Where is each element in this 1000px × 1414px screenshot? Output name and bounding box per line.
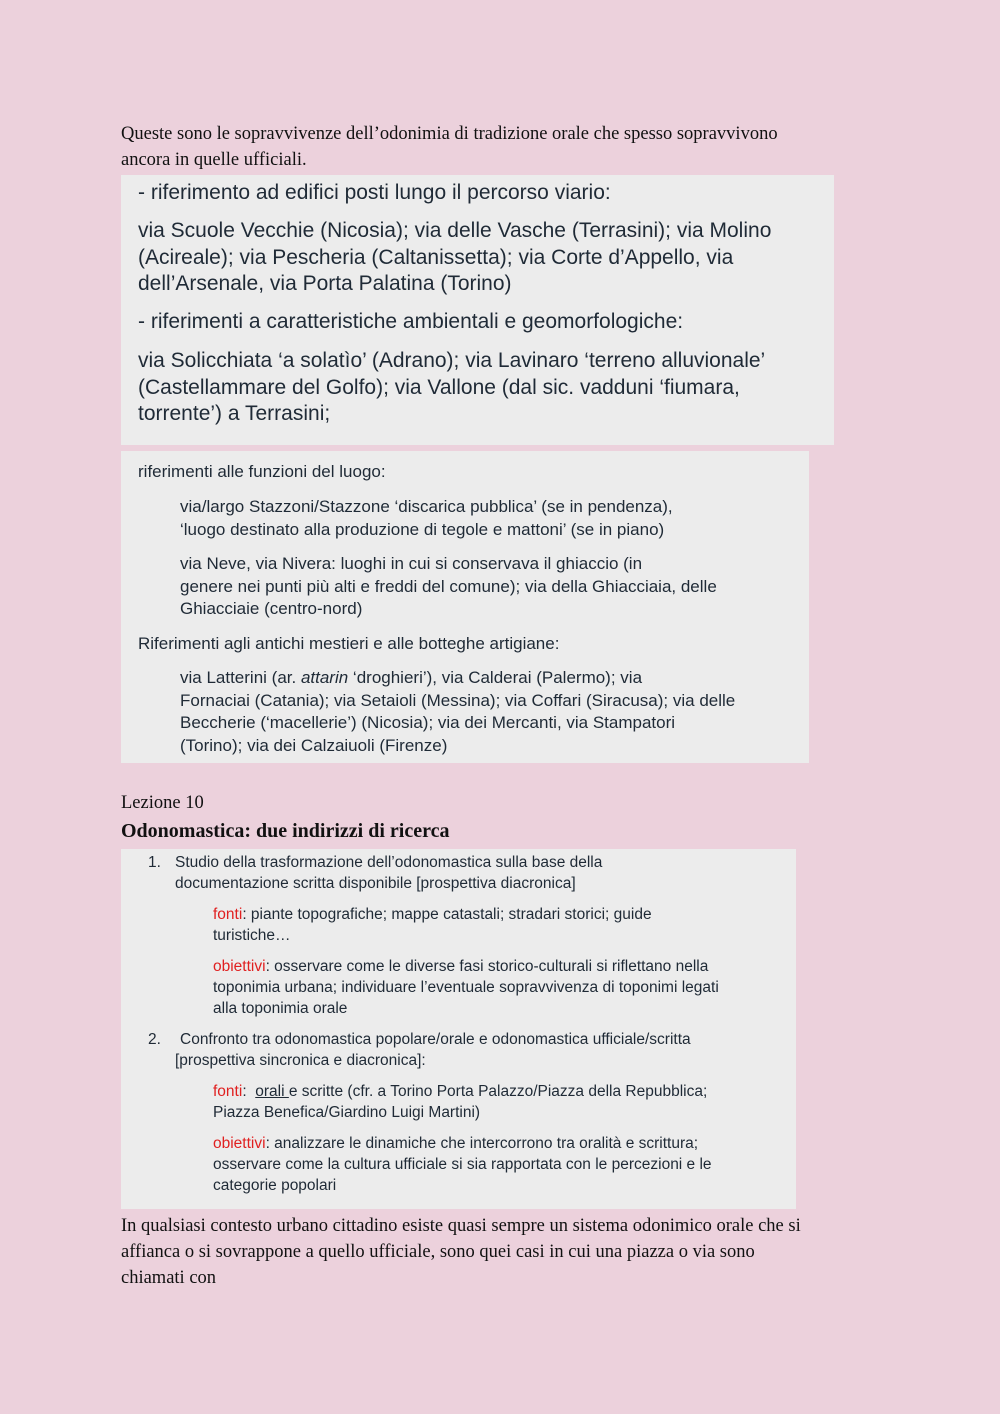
underlined-term: orali (255, 1083, 289, 1100)
box2-line: via/largo Stazzoni/Stazzone ‘discarica pubblica’ (se in pendenza), (180, 497, 673, 516)
box2-line: via Neve, via Nivera: luoghi in cui si conservava il ghiaccio (in (180, 554, 643, 573)
box3-line: Piazza Benefica/Giardino Luigi Martini) (213, 1104, 481, 1121)
box1-line: via Scuole Vecchie (Nicosia); via delle Vasche (Terrasini); via Molino (138, 219, 772, 242)
list-number: 1. (148, 854, 161, 871)
text-span: : osservare come le diverse fasi storico-culturali si riflettano nella (265, 958, 709, 975)
text-span: : piante topografiche; mappe catastali; stradari storici; guide (242, 906, 652, 923)
box1-line: (Acireale); via Pescheria (Caltanissetta); via Corte d’Appello, via (138, 245, 734, 269)
fonti-label: fonti (213, 906, 243, 923)
obiettivi-label: obiettivi (213, 1135, 266, 1152)
box1-line: via Solicchiata ‘a solatìo’ (Adrano); via Lavinaro ‘terreno alluvionale’ (138, 349, 766, 372)
text-span: ‘droghieri’), via Calderai (Palermo); via (348, 668, 643, 687)
box2-line: Fornaciai (Catania); via Setaioli (Messina); via Coffari (Siracusa); via delle (180, 690, 736, 710)
box2-heading: riferimenti alle funzioni del luogo: (138, 462, 386, 481)
box3-line: categorie popolari (213, 1177, 337, 1194)
box2-line: Beccherie (‘macellerie’) (Nicosia); via dei Mercanti, via Stampatori (180, 713, 676, 732)
box1-line: dell’Arsenale, via Porta Palatina (Torino) (138, 272, 512, 295)
box1-line: - riferimenti a caratteristiche ambientali e geomorfologiche: (138, 310, 684, 333)
box3-line: toponimia urbana; individuare l’eventuale sopravvivenza di toponimi legati (213, 979, 719, 996)
box3-line: Studio della trasformazione dell’odonomastica sulla base della (175, 854, 603, 871)
box2-line: genere nei punti più alti e freddi del comune); via della Ghiacciaia, delle (180, 576, 717, 596)
fonti-label: fonti (213, 1083, 243, 1100)
closing-line: In qualsiasi contesto urbano cittadino esiste quasi sempre un sistema odonimico orale che si (121, 1216, 801, 1236)
box3-line: documentazione scritta disponibile [prospettiva diacronica] (175, 875, 576, 892)
box3-line (213, 905, 652, 926)
box3-line: turistiche… (213, 927, 291, 944)
box3-line (213, 1134, 698, 1155)
box3-line (213, 1082, 707, 1103)
image-box-indirizzi-ricerca (121, 849, 796, 1209)
intro-line: ancora in quelle ufficiali. (121, 150, 307, 170)
text-span: : analizzare le dinamiche che intercorrono tra oralità e scrittura; (265, 1135, 699, 1152)
lesson-label: Lezione 10 (121, 793, 204, 813)
box1-line: torrente’) a Terrasini; (138, 402, 331, 425)
box1-line: - riferimento ad edifici posti lungo il percorso viario: (138, 181, 611, 204)
box1-line: (Castellammare del Golfo); via Vallone (dal sic. vadduni ‘fiumara, (138, 375, 740, 399)
obiettivi-label: obiettivi (213, 958, 266, 975)
section-heading: Odonomastica: due indirizzi di ricerca (121, 820, 450, 842)
text-span: via Latterini (ar. (180, 668, 301, 687)
box3-line: Confronto tra odonomastica popolare/orale e odonomastica ufficiale/scritta (180, 1031, 691, 1048)
intro-line: Queste sono le sopravvivenze dell’odonimia di tradizione orale che spesso sopravvivono (121, 124, 778, 144)
box2-line: Ghiacciaie (centro-nord) (180, 599, 363, 618)
box3-line: [prospettiva sincronica e diacronica]: (175, 1052, 426, 1069)
box2-line (180, 667, 642, 690)
closing-line: chiamati con (121, 1268, 217, 1288)
intro-paragraph (121, 121, 881, 173)
list-number: 2. (148, 1031, 161, 1048)
image-box-funzioni-mestieri (121, 451, 809, 763)
closing-paragraph (121, 1213, 891, 1291)
box2-line: (Torino); via dei Calzaiuoli (Firenze) (180, 735, 448, 755)
box2-heading: Riferimenti agli antichi mestieri e alle botteghe artigiane: (138, 634, 560, 653)
text-span: : (242, 1083, 256, 1100)
closing-line: affianca o si sovrappone a quello ufficiale, sono quei casi in cui una piazza o via sono (121, 1242, 755, 1262)
box3-line: osservare come la cultura ufficiale si sia rapportata con le percezioni e le (213, 1156, 712, 1173)
italic-term: attarin (300, 668, 349, 687)
box3-line (213, 957, 708, 978)
box3-line: alla toponimia orale (213, 1000, 348, 1017)
image-box-riferimenti-edifici (121, 175, 834, 445)
text-span: e scritte (cfr. a Torino Porta Palazzo/Piazza della Repubblica; (288, 1083, 708, 1100)
box2-line: ‘luogo destinato alla produzione di tegole e mattoni’ (se in piano) (180, 519, 665, 539)
